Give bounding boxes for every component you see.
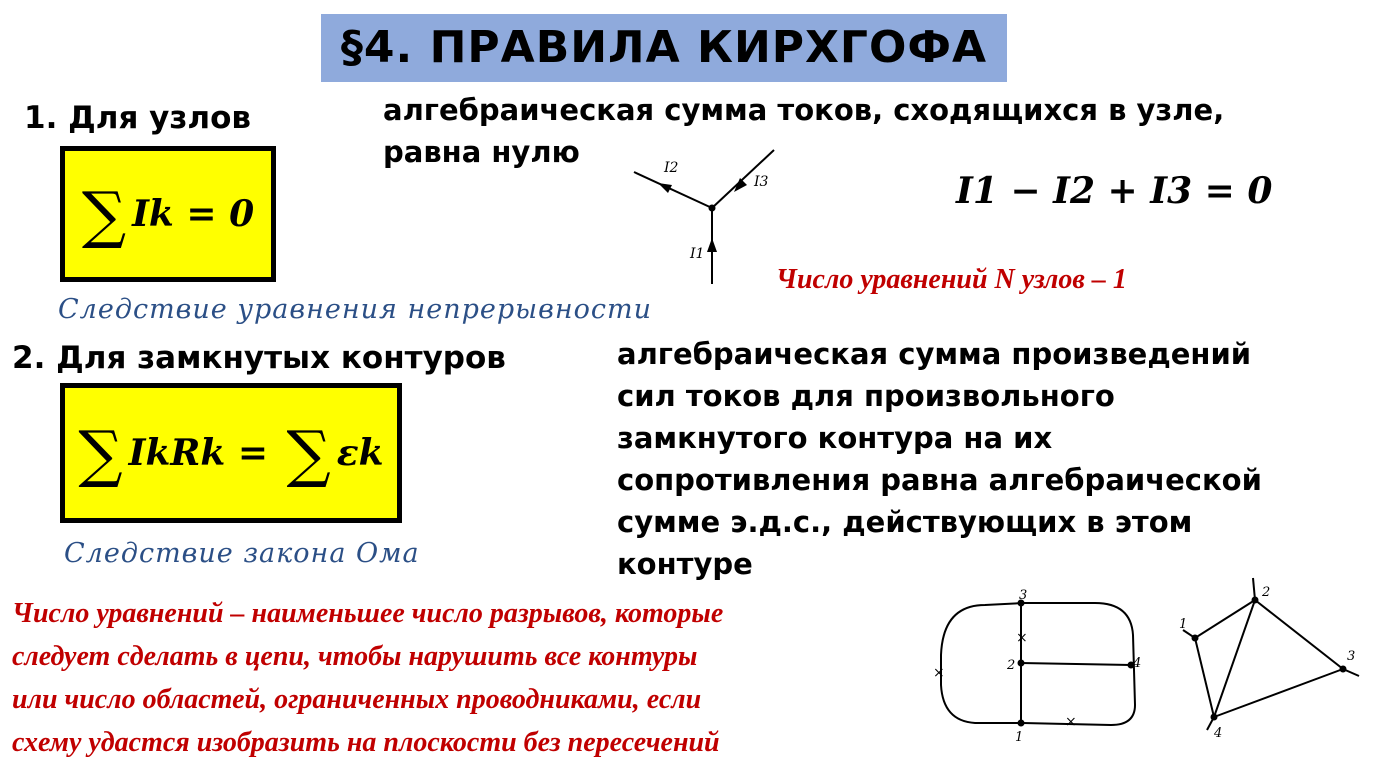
loop-formula-left: IkRk =: [128, 432, 281, 474]
circuit-diagram-1: [935, 585, 1155, 770]
node-label-4: 4: [1214, 726, 1223, 741]
loops-description-line6: контуре: [617, 547, 753, 581]
sum-symbol: ∑: [78, 416, 123, 490]
loops-description-line1: алгебраическая сумма произведений: [617, 337, 1252, 371]
loops-heading: 2. Для замкнутых контуров: [12, 340, 506, 376]
loops-consequence: Следствие закона Ома: [64, 538, 420, 569]
nodes-heading: 1. Для узлов: [24, 100, 251, 136]
sum-symbol: ∑: [286, 416, 331, 490]
loops-equation-count: [12, 592, 723, 764]
sum-symbol: ∑: [81, 177, 127, 251]
arrow-i1-icon: [707, 238, 717, 252]
label-i2: I2: [664, 160, 679, 176]
loops-equation-count-line1: Число уравнений – наименьшее число разрывов, которые: [12, 598, 724, 629]
loops-description-line3: замкнутого контура на их: [617, 421, 1053, 455]
nodes-example-equation: I1 − I2 + I3 = 0: [956, 170, 1273, 212]
node-junction-diagram: [620, 140, 790, 290]
arrow-i2-icon: [658, 183, 672, 193]
loops-description-line4: сопротивления равна алгебраической: [617, 463, 1262, 497]
nodes-description-line2: равна нулю: [383, 135, 580, 169]
loop-formula-right: εk: [336, 432, 384, 474]
break-mark-icon: ×: [1065, 714, 1077, 730]
node-formula-text: Ik = 0: [132, 193, 255, 235]
loops-equation-count-line3: или число областей, ограниченных проводниками, если: [12, 684, 702, 715]
page-title: §4. ПРАВИЛА КИРХГОФА: [321, 14, 1007, 82]
nodes-consequence: Следствие уравнения непрерывности: [58, 294, 653, 325]
break-mark-icon: ×: [933, 665, 945, 681]
loop-rule-formula: [60, 383, 402, 523]
break-mark-icon: ×: [1016, 630, 1028, 646]
circuit-diagram-2: [1165, 572, 1370, 747]
label-i1: I1: [690, 246, 705, 262]
loops-equation-count-line4: схему удастся изобразить на плоскости без пересечений: [12, 727, 720, 758]
node-label-2: 2: [1262, 585, 1271, 600]
node-label-2: 2: [1007, 658, 1016, 673]
node-label-3: 3: [1019, 588, 1028, 603]
node-rule-formula: [60, 146, 276, 282]
nodes-description-line1: алгебраическая сумма токов, сходящихся в узле,: [383, 93, 1225, 127]
loops-description-line5: сумме э.д.с., действующих в этом: [617, 505, 1193, 539]
loops-description-line2: сил токов для произвольного: [617, 379, 1115, 413]
nodes-equation-count: Число уравнений N узлов – 1: [776, 264, 1127, 295]
loops-equation-count-line2: следует сделать в цепи, чтобы нарушить все контуры: [12, 641, 698, 672]
node-label-1: 1: [1179, 617, 1188, 632]
node-label-3: 3: [1347, 649, 1356, 664]
node-label-1: 1: [1015, 730, 1024, 745]
node-label-4: 4: [1133, 656, 1142, 671]
label-i3: I3: [754, 174, 769, 190]
